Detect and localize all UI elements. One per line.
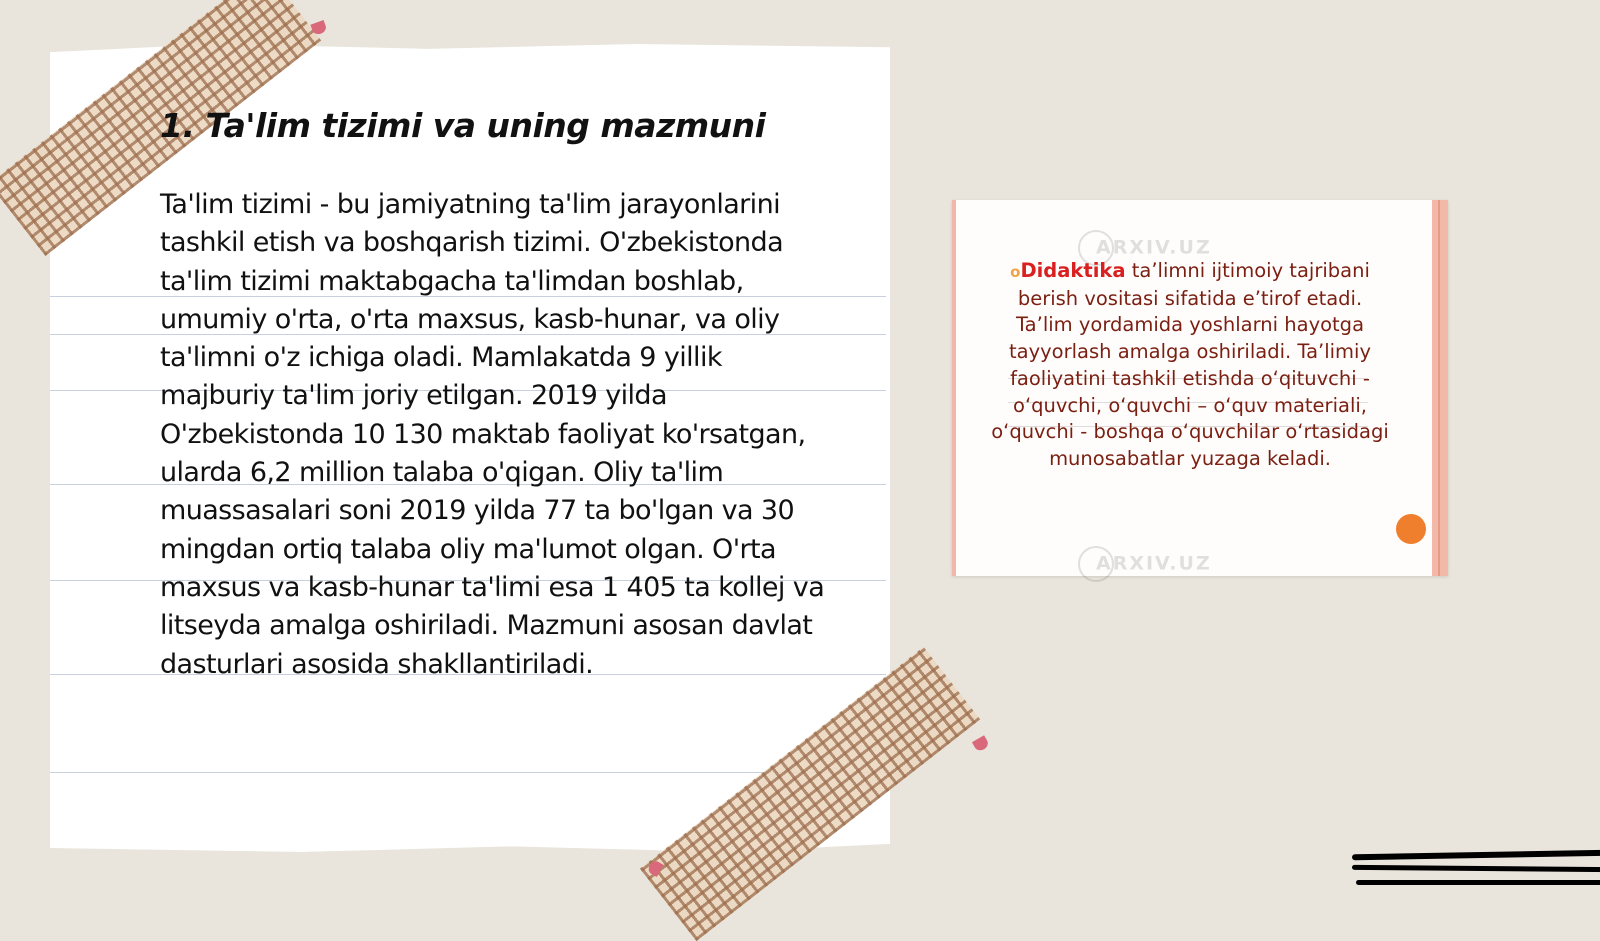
card-text bbox=[990, 258, 1390, 473]
card-side-band bbox=[1432, 200, 1448, 576]
decorative-stroke bbox=[1352, 865, 1600, 872]
card-body-text: ta’limni ijtimoiy tajribani berish vositasi sifatida e’tirof etadi. Ta’lim yordamida yoshlarni hayotga tayyorlash amalga oshiriladi. Ta’limiy faoliyatini tashkil etishda o‘qituvchi - o‘quvchi, o‘quvchi – o‘quv materiali, o‘quvchi - boshqa o‘quvchilar o‘rtasidagi munosabatlar yuzaga keladi. bbox=[991, 259, 1389, 470]
image-card bbox=[952, 200, 1448, 576]
watermark: ARXIV.UZ bbox=[1078, 230, 1212, 266]
tape-pin bbox=[972, 735, 990, 752]
page-title: 1. Ta'lim tizimi va uning mazmuni bbox=[160, 106, 766, 145]
orange-dot bbox=[1396, 514, 1426, 544]
watermark: ARXIV.UZ bbox=[1078, 546, 1212, 582]
bullet-icon: o bbox=[1010, 263, 1021, 281]
decorative-stroke bbox=[1352, 850, 1600, 861]
decorative-stroke bbox=[1356, 880, 1600, 885]
card-highlight-term: Didaktika bbox=[1020, 259, 1126, 282]
card-margin-rule bbox=[952, 200, 956, 576]
body-paragraph: Ta'lim tizimi - bu jamiyatning ta'lim jarayonlarini tashkil etish va boshqarish tizimi. O'zbekistonda ta'lim tizimi maktabgacha ta'limdan boshlab, umumiy o'rta, o'rta maxsus, kasb-hunar, va oliy ta'limni o'z ichiga oladi. Mamlakatda 9 yillik majburiy ta'lim joriy etilgan. 2019 yilda O'zbekistonda 10 130 maktab faoliyat ko'rsatgan, ularda 6,2 million talaba o'qigan. Oliy ta'lim muassasalari soni 2019 yilda 77 ta bo'lgan va 30 mingdan ortiq talaba oliy ma'lumot olgan. O'rta maxsus va kasb-hunar ta'limi esa 1 405 ta kollej va litseyda amalga oshiriladi. Mazmuni asosan davlat dasturlari asosida shakllantiriladi. bbox=[160, 189, 825, 680]
